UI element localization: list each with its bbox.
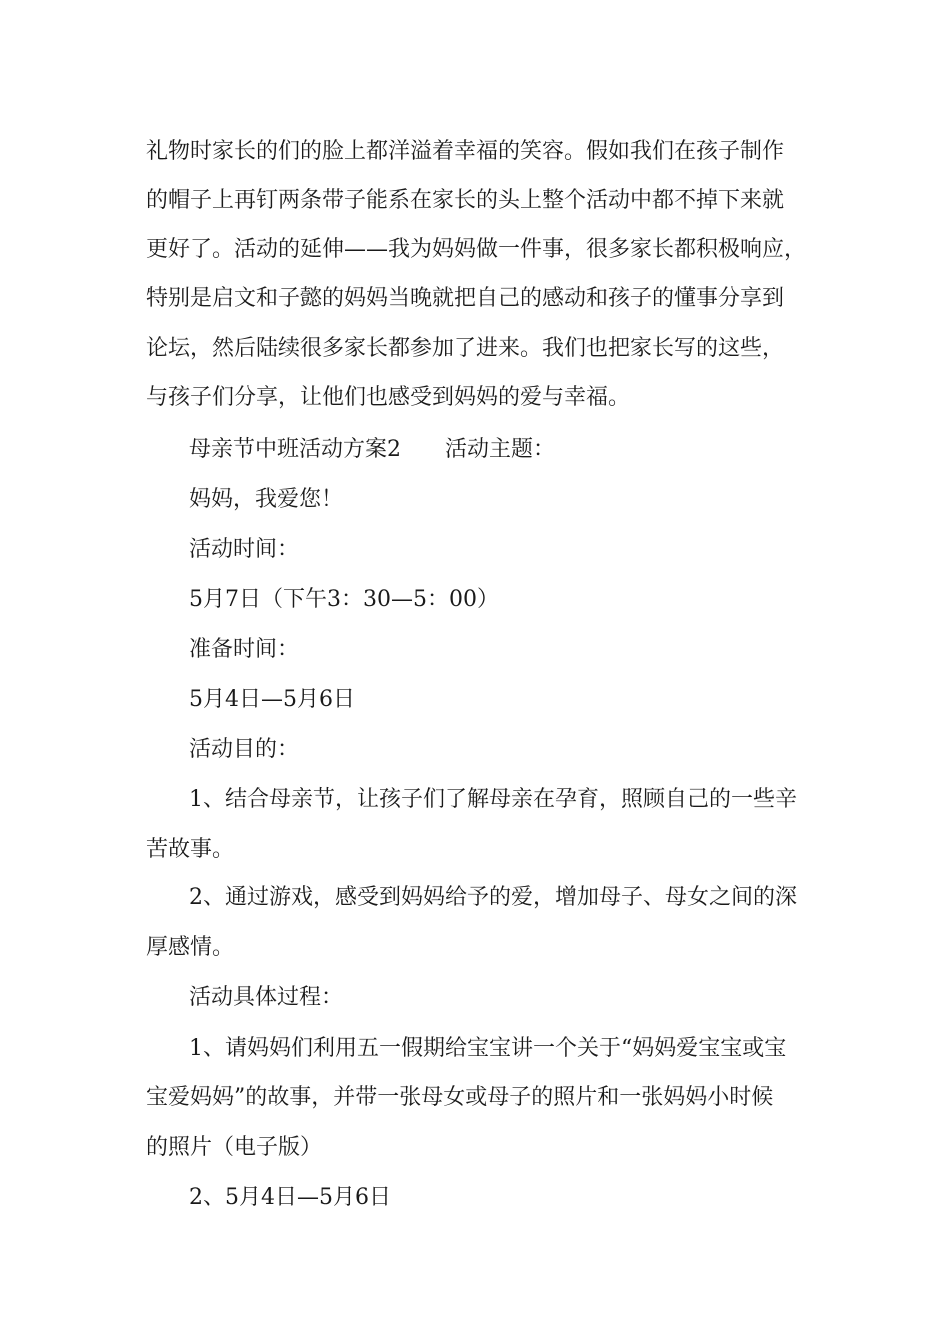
activity-time-value: 5月7日（下午3：30—5：00）: [189, 587, 499, 612]
goal-item-line: 1、结合母亲节，让孩子们了解母亲在孕育，照顾自己的一些辛: [189, 787, 797, 812]
activity-theme: 妈妈，我爱您！: [189, 487, 344, 512]
paragraph-line: 礼物时家长的们的脸上都洋溢着幸福的笑容。假如我们在孩子制作: [146, 139, 785, 164]
activity-time-label: 活动时间：: [189, 537, 300, 562]
goal-item-line: 苦故事。: [146, 837, 235, 862]
activity-goals-label: 活动目的：: [189, 737, 300, 762]
paragraph-line: 的帽子上再钉两条带子能系在家长的头上整个活动中都不掉下来就: [146, 188, 785, 213]
paragraph-line: 更好了。活动的延伸——我为妈妈做一件事，很多家长都积极响应，: [146, 237, 807, 262]
goal-item-line: 2、通过游戏，感受到妈妈给予的爱，增加母子、母女之间的深: [189, 885, 797, 910]
process-item-line: 2、5月4日—5月6日: [189, 1185, 391, 1210]
paragraph-line: 论坛，然后陆续很多家长都参加了进来。我们也把家长写的这些，: [146, 336, 785, 361]
prep-time-label: 准备时间：: [189, 637, 300, 662]
process-item-line: 宝爱妈妈”的故事，并带一张母女或母子的照片和一张妈妈小时候: [146, 1085, 774, 1110]
paragraph-line: 与孩子们分享，让他们也感受到妈妈的爱与幸福。: [146, 385, 631, 410]
prep-time-value: 5月4日—5月6日: [189, 687, 355, 712]
process-item-line: 的照片（电子版）: [146, 1135, 323, 1160]
process-label: 活动具体过程：: [189, 985, 344, 1010]
goal-item-line: 厚感情。: [146, 935, 235, 960]
paragraph-line: 特别是启文和子懿的妈妈当晚就把自己的感动和孩子的懂事分享到: [146, 286, 785, 311]
process-item-line: 1、请妈妈们利用五一假期给宝宝讲一个关于“妈妈爱宝宝或宝: [189, 1036, 787, 1061]
section-heading: 母亲节中班活动方案2 活动主题：: [189, 437, 555, 462]
